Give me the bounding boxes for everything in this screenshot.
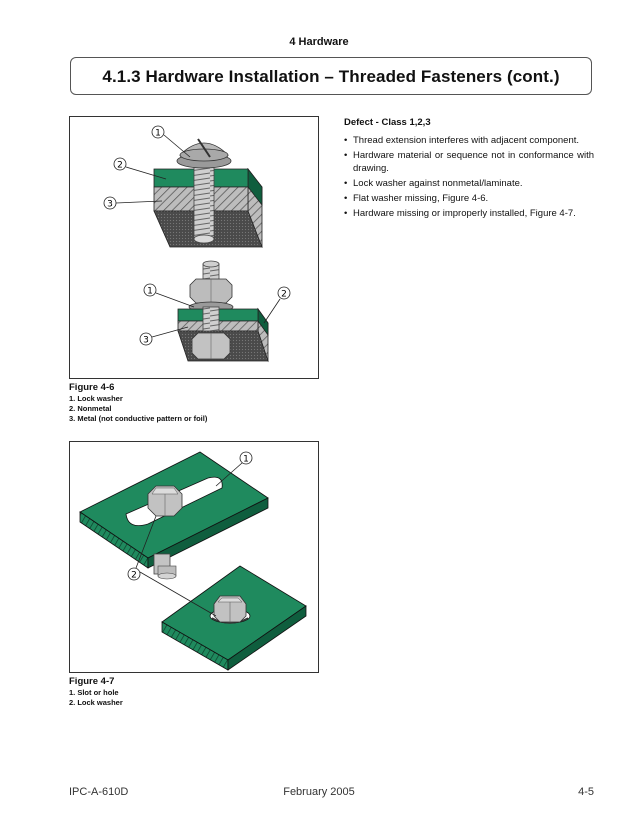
callout-1-bottom — [144, 284, 194, 307]
caption-item: 3. Metal (not conductive pattern or foil) — [69, 414, 208, 423]
callout-label: 1 — [155, 128, 161, 139]
svg-text:2: 2 — [281, 289, 287, 300]
defect-heading: Defect - Class 1,2,3 — [344, 117, 431, 128]
svg-text:3: 3 — [143, 335, 149, 346]
defect-bullet: • Hardware material or sequence not in conformance with drawing. — [344, 149, 594, 175]
defect-list — [344, 134, 594, 220]
caption-item: 2. Lock washer — [69, 698, 123, 707]
footer-page-number: 4-5 — [578, 786, 594, 798]
caption-item: 1. Lock washer — [69, 394, 123, 403]
figure-4-6-title: Figure 4-6 — [69, 382, 115, 393]
figure-4-7-illustration — [70, 442, 318, 672]
figure-4-7 — [69, 441, 319, 673]
defect-bullet: • Thread extension interferes with adjacent component. — [344, 134, 594, 147]
bottom-assembly — [178, 261, 268, 361]
defect-bullet: • Flat washer missing, Figure 4-6. — [344, 192, 594, 205]
svg-text:1: 1 — [147, 286, 153, 297]
section-title: 4.1.3 Hardware Installation – Threaded Fasteners (cont.) — [102, 67, 560, 86]
defect-bullet: • Lock washer against nonmetal/laminate. — [344, 177, 594, 190]
upper-board — [80, 452, 268, 579]
figure-4-6-illustration — [70, 117, 318, 378]
lower-board — [162, 566, 306, 670]
svg-text:2: 2 — [131, 570, 137, 581]
defect-bullet: • Hardware missing or improperly installed, Figure 4-7. — [344, 207, 594, 220]
callout-3-top — [104, 197, 162, 210]
svg-text:2: 2 — [117, 160, 123, 171]
svg-text:3: 3 — [107, 199, 113, 210]
callout-1-top — [152, 126, 190, 157]
svg-text:1: 1 — [243, 454, 249, 465]
chapter-header: 4 Hardware — [289, 36, 349, 48]
footer-date: February 2005 — [283, 786, 355, 798]
figure-4-6-caption — [69, 382, 319, 424]
section-title-box — [70, 57, 592, 95]
footer-doc-id: IPC-A-610D — [69, 786, 129, 798]
defect-section — [344, 116, 594, 222]
figure-4-6 — [69, 116, 319, 379]
caption-item: 2. Nonmetal — [69, 404, 112, 413]
caption-item: 1. Slot or hole — [69, 688, 119, 697]
figure-4-7-title: Figure 4-7 — [69, 676, 115, 687]
figure-4-7-caption — [69, 676, 319, 708]
callout-2-bottom — [264, 287, 290, 323]
top-assembly — [154, 139, 262, 247]
